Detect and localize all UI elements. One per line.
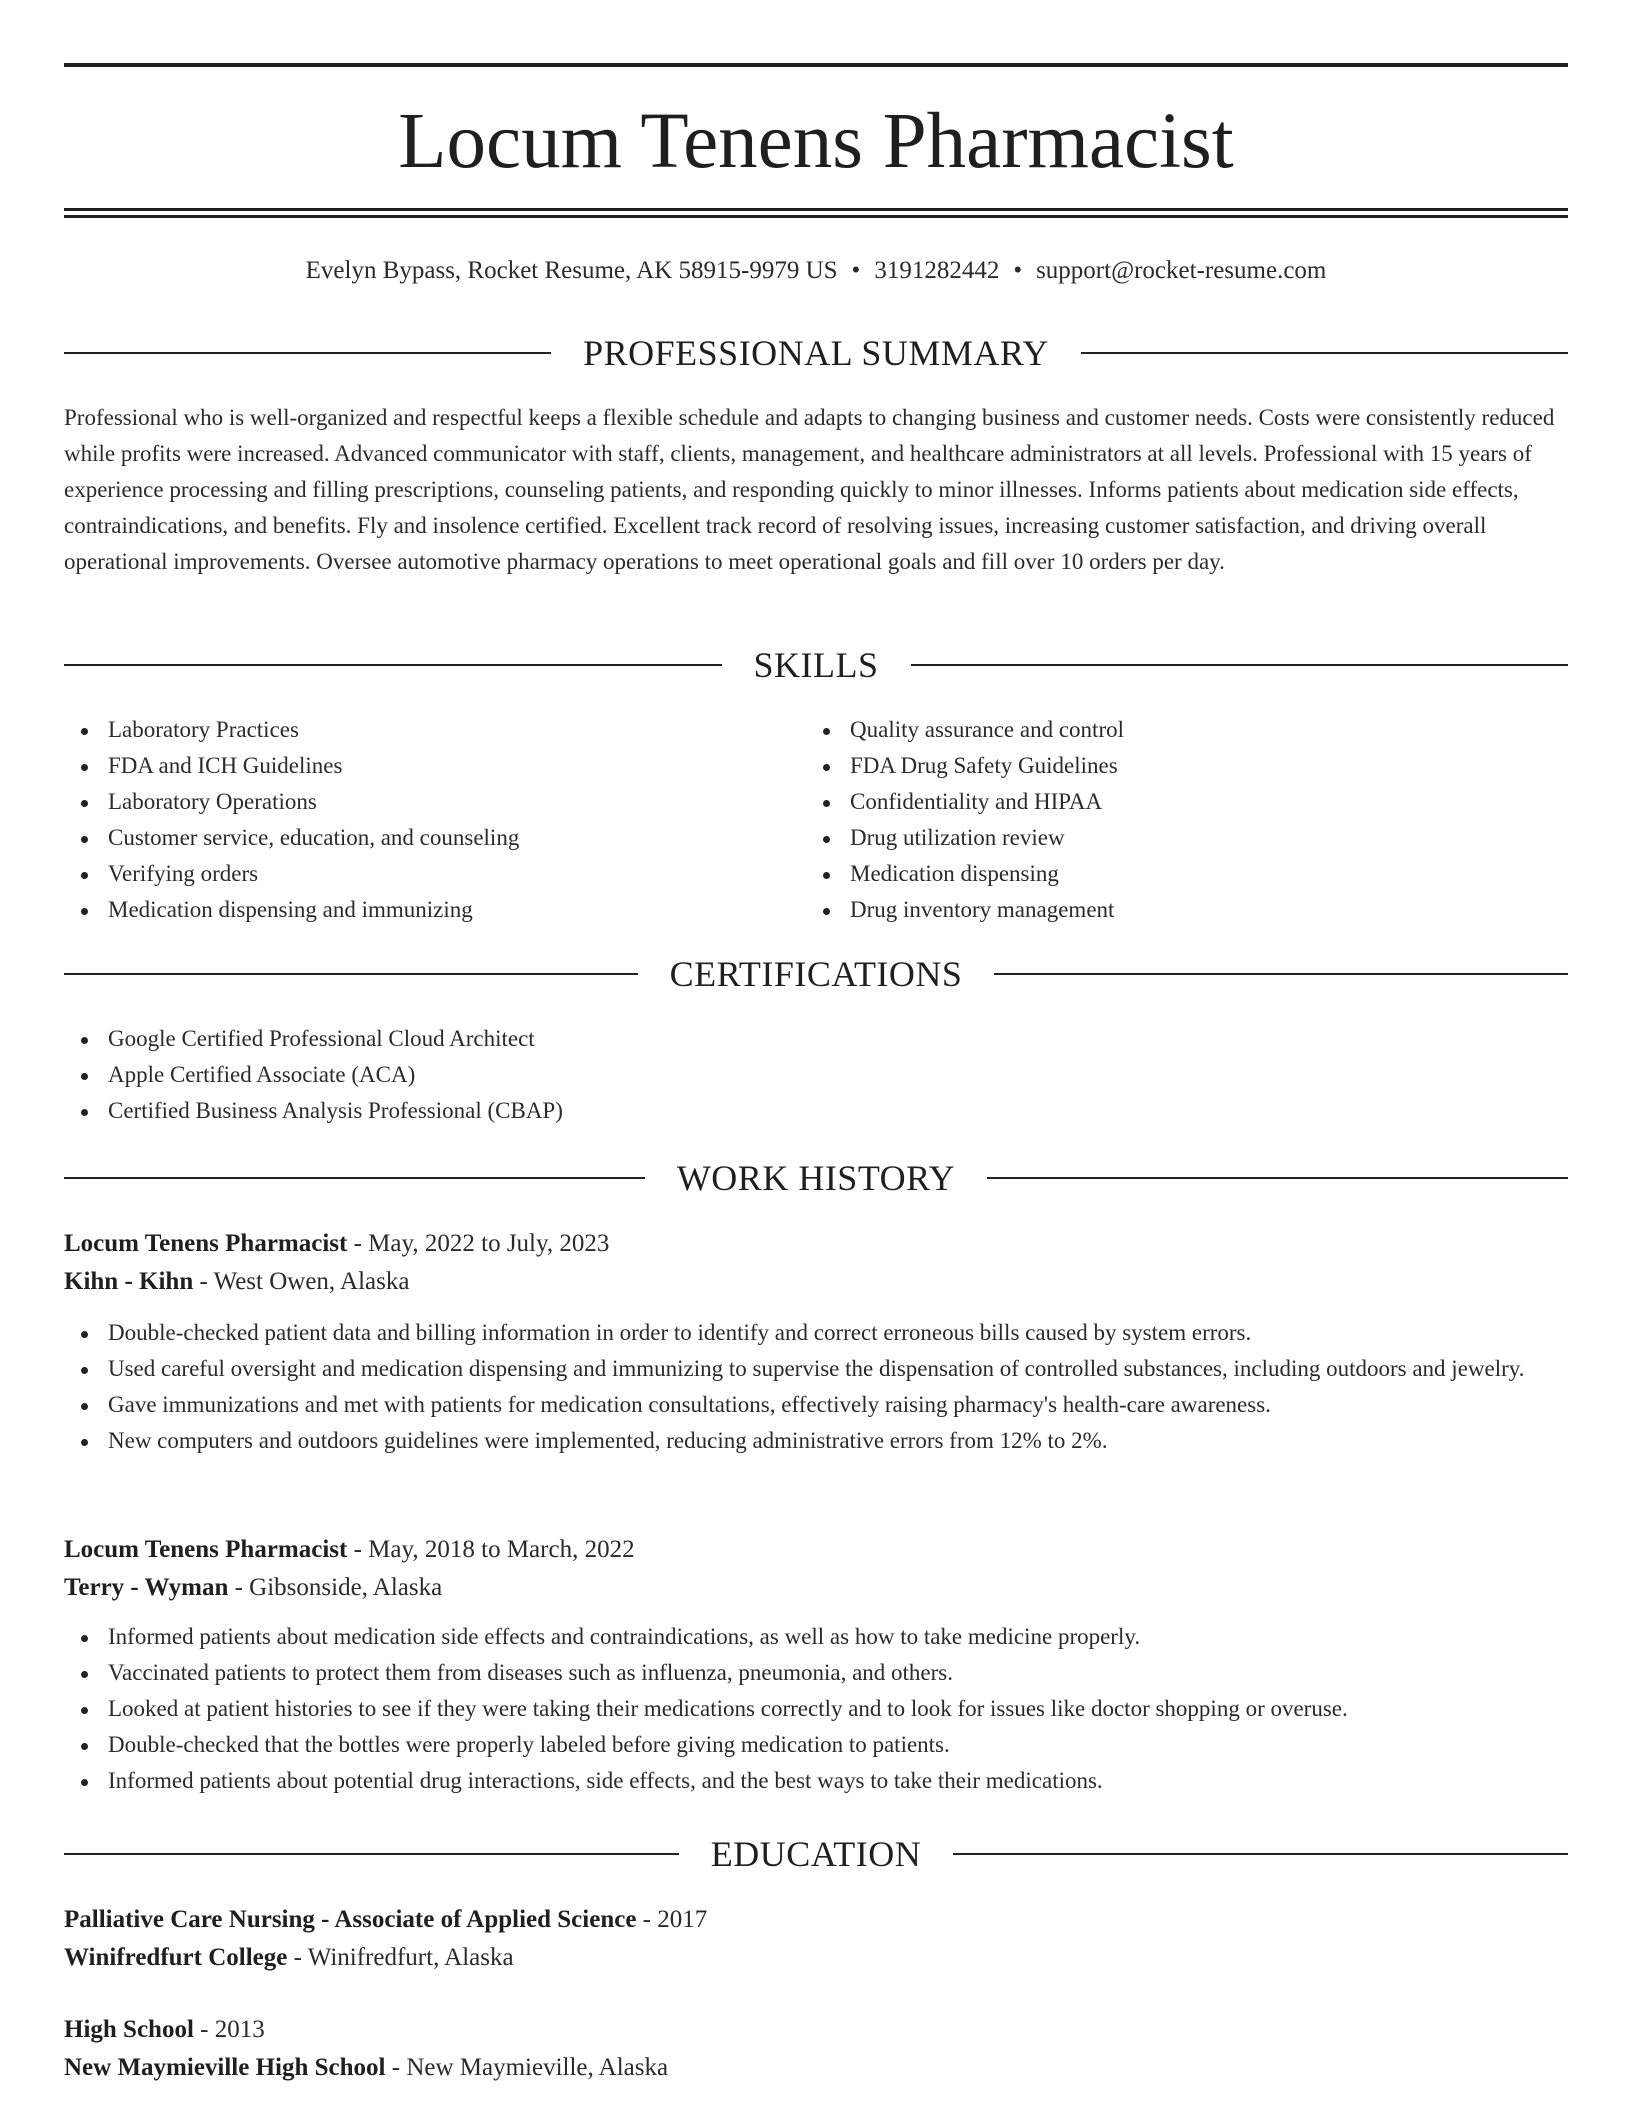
degree-line [64, 2011, 1568, 2049]
job-location: - Gibsonside, Alaska [228, 1574, 443, 1601]
summary-heading [64, 331, 1568, 375]
skill-item: Verifying orders [64, 856, 806, 892]
heading-rule [64, 973, 638, 975]
heading-rule [1081, 352, 1568, 354]
certification-item: Apple Certified Associate (ACA) [64, 1057, 1568, 1093]
job-title-line [64, 1225, 1568, 1263]
skill-item: Drug inventory management [806, 892, 1548, 928]
skills-heading [64, 643, 1568, 687]
job-company: Kihn - Kihn [64, 1268, 194, 1295]
job-company: Terry - Wyman [64, 1574, 229, 1601]
summary-text: Professional who is well-organized and respectful keeps a flexible schedule and adapts to changing business and customer needs. Costs were consistently reduced while profits were increased. Advanced communicator with staff, clients, management, and healthcare administrators at all levels. Professional with 15 years of experience processing and filling prescriptions, counseling patients, and responding quickly to minor illnesses. Informs patients about medication side effects, contraindications, and benefits. Fly and insolence certified. Excellent track record of resolving issues, increasing customer satisfaction, and driving overall operational improvements. Oversee automotive pharmacy operations to meet operational goals and fill over 10 orders per day. [64, 405, 1555, 574]
job-bullet: Vaccinated patients to protect them from diseases such as influenza, pneumonia, and others. [64, 1655, 1568, 1691]
degree-year: - 2013 [193, 2016, 265, 2043]
school: Winifredfurt College [64, 1944, 288, 1971]
skill-item: Confidentiality and HIPAA [806, 784, 1548, 820]
degree-line [64, 1901, 1568, 1939]
certifications-bullets [64, 1021, 1568, 1129]
job-bullets [64, 1619, 1568, 1799]
skill-item: Quality assurance and control [806, 712, 1548, 748]
address: Evelyn Bypass, Rocket Resume, AK 58915-9979 US [305, 257, 838, 284]
school: New Maymieville High School [64, 2054, 386, 2081]
certifications-title: CERTIFICATIONS [669, 954, 963, 994]
phone: 3191282442 [874, 257, 1000, 284]
skill-item: Medication dispensing [806, 856, 1548, 892]
email: support@rocket-resume.com [1036, 257, 1327, 284]
job-bullet: Informed patients about medication side effects and contraindications, as well as how to take medicine properly. [64, 1619, 1568, 1655]
school-line [64, 2049, 1568, 2087]
job-title-line [64, 1531, 1568, 1569]
title-rule [64, 208, 1568, 211]
resume-title: Locum Tenens Pharmacist [398, 98, 1234, 185]
skill-item: FDA and ICH Guidelines [64, 748, 806, 784]
job-bullet: Double-checked patient data and billing information in order to identify and correct erroneous bills caused by system errors. [64, 1315, 1568, 1351]
certification-item: Certified Business Analysis Professional (CBAP) [64, 1093, 1568, 1129]
school-location: - Winifredfurt, Alaska [287, 1944, 514, 1971]
skill-item: Medication dispensing and immunizing [64, 892, 806, 928]
heading-rule [953, 1853, 1568, 1855]
work-title: WORK HISTORY [676, 1158, 956, 1198]
degree-year: - 2017 [636, 1906, 708, 1933]
heading-rule [911, 664, 1569, 666]
education-heading [64, 1832, 1568, 1876]
work-heading [64, 1156, 1568, 1200]
job-bullets [64, 1315, 1568, 1459]
skill-item: Laboratory Operations [64, 784, 806, 820]
skill-item: Customer service, education, and counseling [64, 820, 806, 856]
job-entry [64, 1225, 1568, 1459]
summary-title: PROFESSIONAL SUMMARY [583, 333, 1049, 373]
job-dates: - May, 2018 to March, 2022 [347, 1536, 635, 1563]
job-bullet: Gave immunizations and met with patients for medication consultations, effectively raising pharmacy's health-care awareness. [64, 1387, 1568, 1423]
skills-column-right [806, 712, 1548, 928]
heading-rule [64, 1853, 679, 1855]
job-location: - West Owen, Alaska [193, 1268, 410, 1295]
separator: • [1013, 257, 1023, 284]
education-title: EDUCATION [710, 1834, 922, 1874]
job-bullet: Looked at patient histories to see if they were taking their medications correctly and to look for issues like doctor shopping or overuse. [64, 1691, 1568, 1727]
heading-rule [64, 1177, 645, 1179]
skills-list [64, 712, 1568, 928]
education-entry [64, 2011, 1568, 2087]
heading-rule [64, 352, 551, 354]
degree: High School [64, 2016, 194, 2043]
job-bullet: New computers and outdoors guidelines were implemented, reducing administrative errors from 12% to 2%. [64, 1423, 1568, 1459]
job-bullet: Informed patients about potential drug interactions, side effects, and the best ways to take their medications. [64, 1763, 1568, 1799]
top-rule [64, 63, 1568, 67]
certifications-heading [64, 952, 1568, 996]
skill-item: FDA Drug Safety Guidelines [806, 748, 1548, 784]
skill-item: Drug utilization review [806, 820, 1548, 856]
job-dates: - May, 2022 to July, 2023 [347, 1230, 610, 1257]
school-line [64, 1939, 1568, 1977]
skills-title: SKILLS [753, 645, 879, 685]
heading-rule [64, 664, 722, 666]
job-title: Locum Tenens Pharmacist [64, 1536, 348, 1563]
job-company-line [64, 1263, 1568, 1301]
title-rule [64, 215, 1568, 218]
certification-item: Google Certified Professional Cloud Architect [64, 1021, 1568, 1057]
skill-item: Laboratory Practices [64, 712, 806, 748]
education-entry [64, 1901, 1568, 1977]
heading-rule [994, 973, 1568, 975]
contact-line [64, 254, 1568, 288]
certifications-list [64, 1021, 1568, 1129]
school-location: - New Maymieville, Alaska [385, 2054, 669, 2081]
separator: • [851, 257, 861, 284]
job-company-line [64, 1569, 1568, 1607]
skills-column-left [64, 712, 806, 928]
job-title: Locum Tenens Pharmacist [64, 1230, 348, 1257]
heading-rule [987, 1177, 1568, 1179]
job-bullet: Double-checked that the bottles were properly labeled before giving medication to patients. [64, 1727, 1568, 1763]
degree: Palliative Care Nursing - Associate of Applied Science [64, 1906, 637, 1933]
job-entry [64, 1531, 1568, 1799]
job-bullet: Used careful oversight and medication dispensing and immunizing to supervise the dispensation of controlled substances, including outdoors and jewelry. [64, 1351, 1568, 1387]
